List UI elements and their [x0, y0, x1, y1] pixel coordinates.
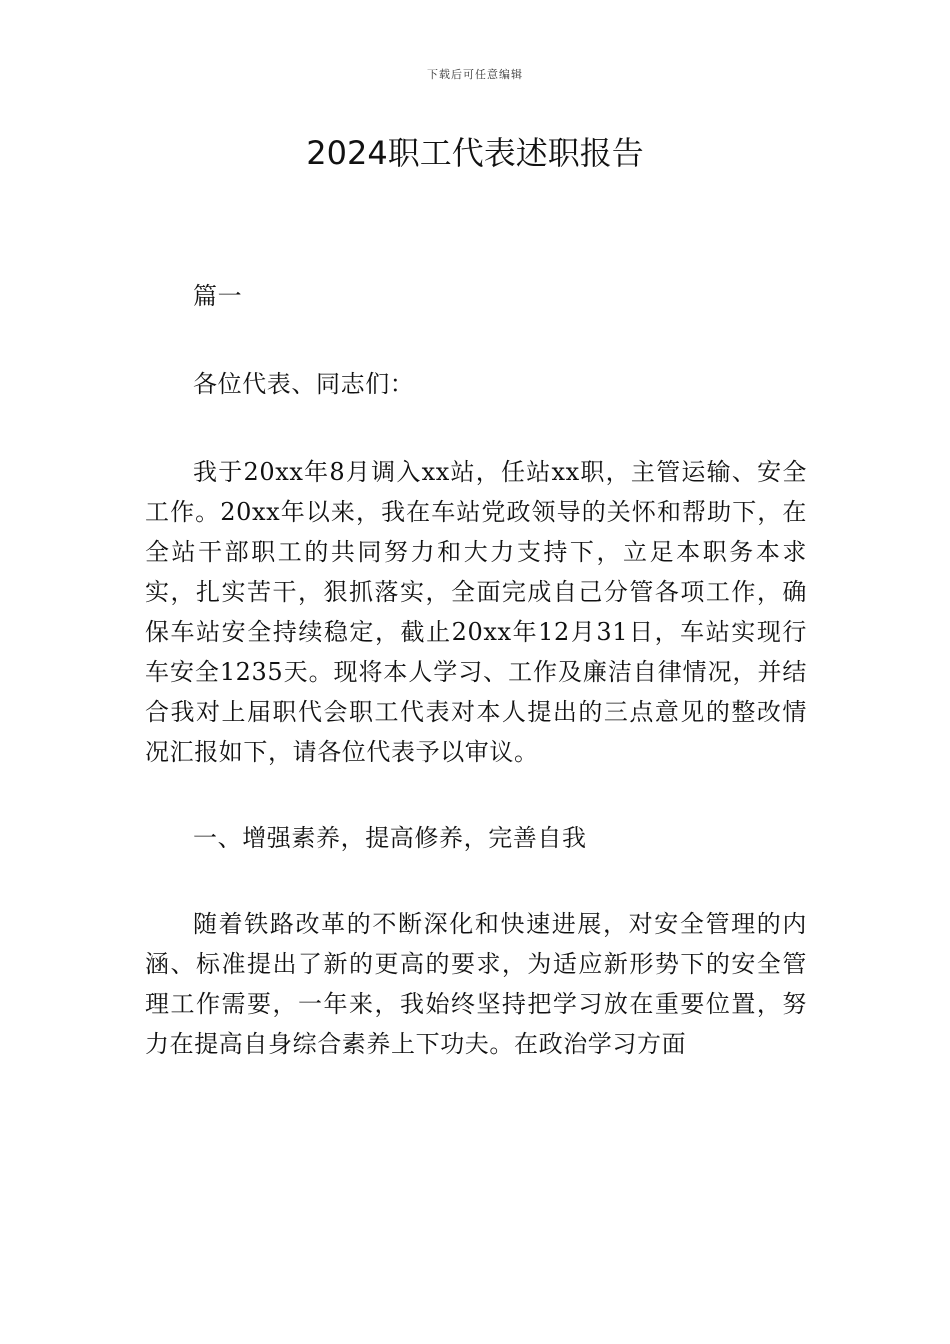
section-label: 篇一 [193, 282, 243, 310]
paragraph-learning: 随着铁路改革的不断深化和快速进展，对安全管理的内涵、标准提出了新的更高的要求，为适应新形势下的安全管理工作需要，一年来，我始终坚持把学习放在重要位置，努力在提高自身综合素养上下功夫。在政治学习方面 [145, 910, 807, 1058]
paragraph-intro: 我于20xx年8月调入xx站，任站xx职，主管运输、安全工作。20xx年以来，我在车站党政领导的关怀和帮助下，在全站干部职工的共同努力和大力支持下，立足本职务本求实，扎实苦干，狠抓落实，全面完成自己分管各项工作，确保车站安全持续稳定，截止20xx年12月31日，车站实现行车安全1235天。现将本人学习、工作及廉洁自律情况，并结合我对上届职代会职工代表对本人提出的三点意见的整改情况汇报如下，请各位代表予以审议。 [145, 458, 807, 766]
section-heading-1: 一、增强素养，提高修养，完善自我 [193, 824, 587, 852]
header-note: 下载后可任意编辑 [427, 68, 523, 81]
document-body [145, 276, 807, 1064]
document-title: 2024职工代表述职报告 [306, 134, 644, 172]
greeting: 各位代表、同志们： [193, 370, 415, 398]
